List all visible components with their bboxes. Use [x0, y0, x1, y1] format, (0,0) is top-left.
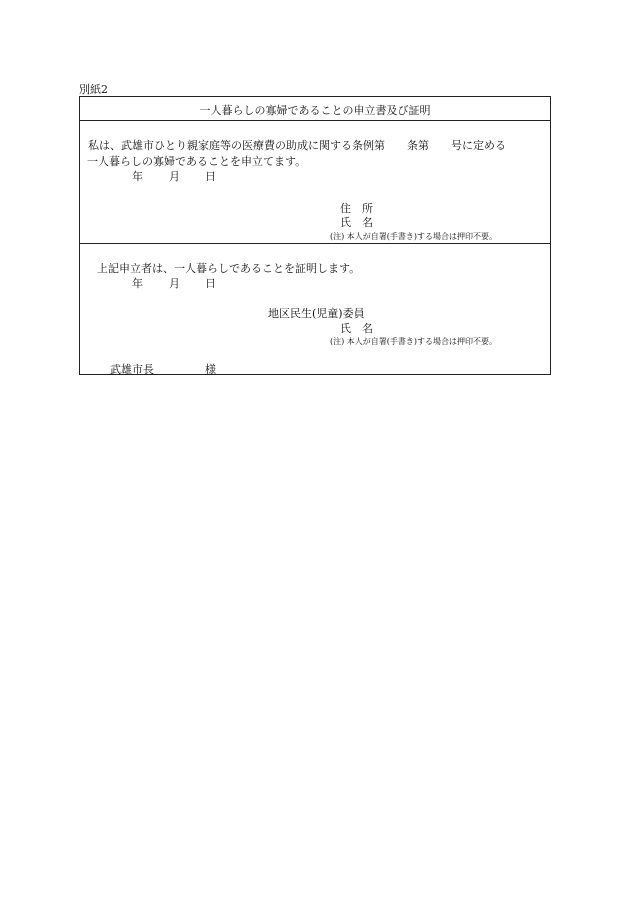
application-date-year: 年	[132, 170, 143, 183]
application-date-month: 月	[169, 170, 180, 183]
commissioner-label: 地区民生(児童)委員	[268, 307, 365, 320]
certification-date-day: 日	[205, 277, 216, 290]
application-seal-note: (注) 本人が自署(手書き)する場合は押印不要。	[330, 232, 498, 241]
commissioner-name-label: 氏 名	[340, 322, 373, 335]
section-divider	[80, 243, 550, 244]
applicant-name-label: 氏 名	[340, 216, 373, 229]
addressee: 武雄市長	[110, 363, 154, 376]
certification-date-year: 年	[132, 277, 143, 290]
application-statement-line1: 私は、武雄市ひとり親家庭等の医療費の助成に関する条例第 条第 号に定める	[88, 139, 506, 152]
document-label: 別紙2	[79, 83, 108, 96]
certification-statement: 上記申立者は、一人暮らしであることを証明します。	[97, 262, 361, 275]
form-box	[79, 96, 551, 375]
address-label: 住 所	[340, 202, 373, 215]
addressee-honorific: 様	[205, 363, 216, 376]
title-divider	[80, 120, 550, 121]
application-statement-line2: 一人暮らしの寡婦であることを申立てます。	[87, 155, 307, 168]
form-title: 一人暮らしの寡婦であることの申立書及び証明	[199, 104, 431, 117]
application-date-day: 日	[205, 170, 216, 183]
certification-seal-note: (注) 本人が自署(手書き)する場合は押印不要。	[330, 337, 498, 346]
certification-date-month: 月	[169, 277, 180, 290]
